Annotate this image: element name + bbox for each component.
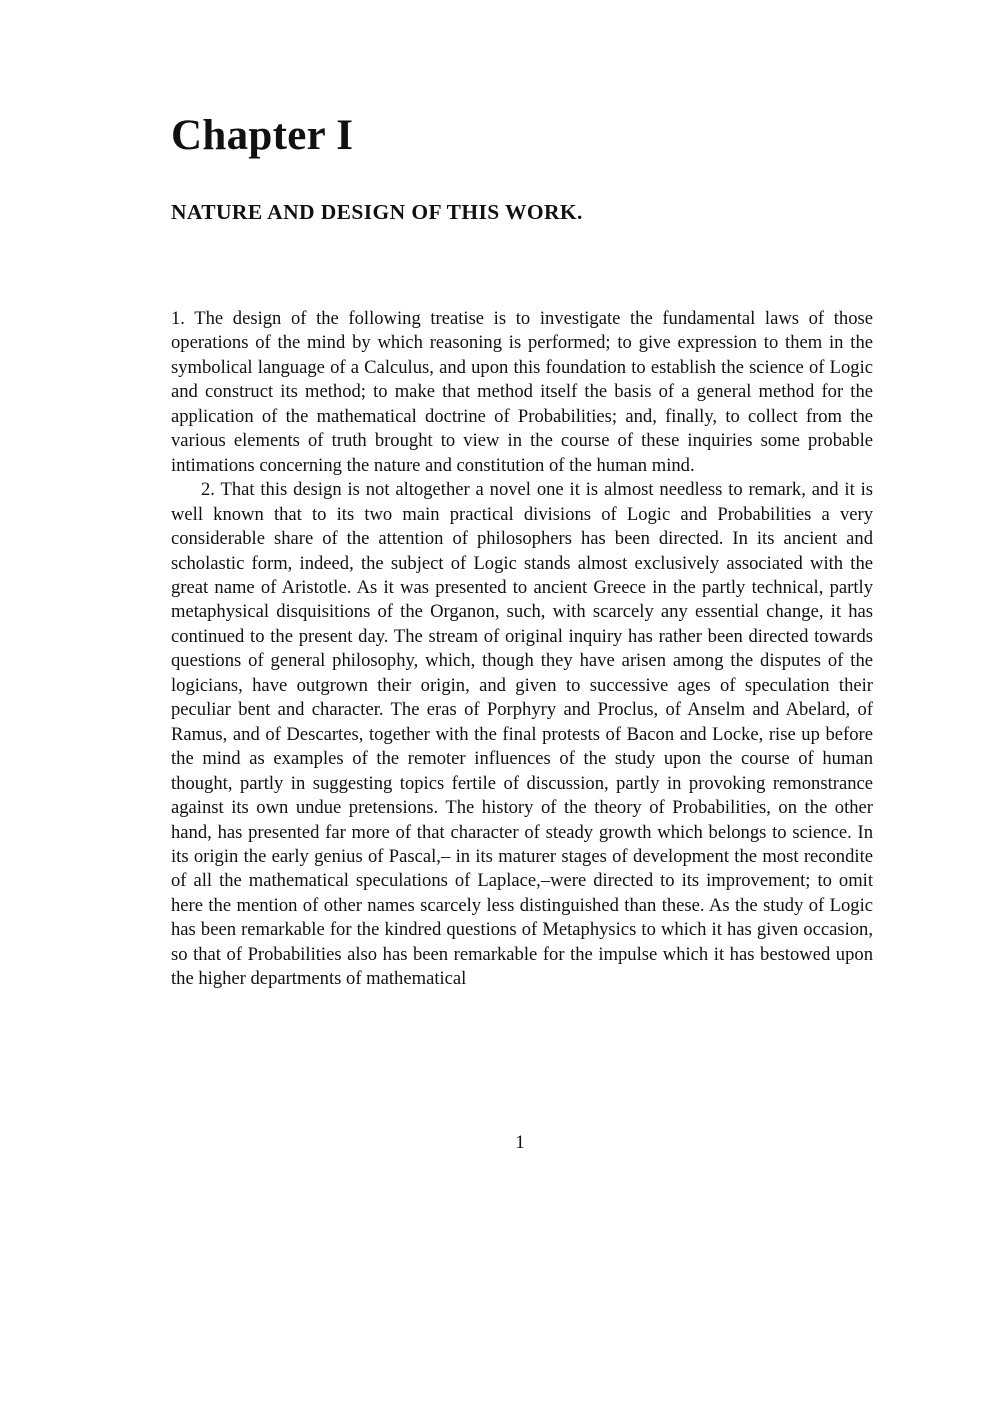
chapter-title: Chapter I [171,112,354,159]
body-text [171,307,873,992]
paragraph-1: 1. The design of the following treatise is to investigate the fundamental laws of those operations of the mind by which reasoning is performed; to give expression to them in the symbolical language of a Calculus, and upon this foundation to establish the science of Logic and construct its method; to make that method itself the basis of a general method for the application of the mathematical doctrine of Probabilities; and, finally, to collect from the various elements of truth brought to view in the course of these inquiries some probable intimations concerning the nature and constitution of the human mind. [171,308,873,476]
page-number: 1 [515,1132,525,1153]
paragraph-2: 2. That this design is not altogether a novel one it is almost needless to remark, and it is well known that to its two main practical divisions of Logic and Probabilities a very considerable share of the attention of philosophers has been directed. In its ancient and scholastic form, indeed, the subject of Logic stands almost exclusively associated with the great name of Aristotle. As it was presented to ancient Greece in the partly technical, partly metaphysical disquisitions of the Organon, such, with scarcely any essential change, it has continued to the present day. The stream of original inquiry has rather been directed towards questions of general philosophy, which, though they have arisen among the disputes of the logicians, have outgrown their origin, and given to successive ages of speculation their peculiar bent and character. The eras of Porphyry and Proclus, of Anselm and Abelard, of Ramus, and of Descartes, together with the final protests of Bacon and Locke, rise up before the mind as examples of the remoter influences of the study upon the course of human thought, partly in suggesting topics fertile of discussion, partly in provoking remonstrance against its own undue pretensions. The history of the theory of Probabilities, on the other hand, has presented far more of that character of steady growth which belongs to science. In its origin the early genius of Pascal,– in its maturer stages of development the most recondite of all the mathematical speculations of Laplace,–were directed to its improvement; to omit here the mention of other names scarcely less distinguished than these. As the study of Logic has been remarkable for the kindred questions of Metaphysics to which it has given occasion, so that of Probabilities also has been remarkable for the impulse which it has bestowed upon the higher departments of mathematical [171,479,873,990]
section-title: NATURE AND DESIGN OF THIS WORK. [171,200,583,224]
